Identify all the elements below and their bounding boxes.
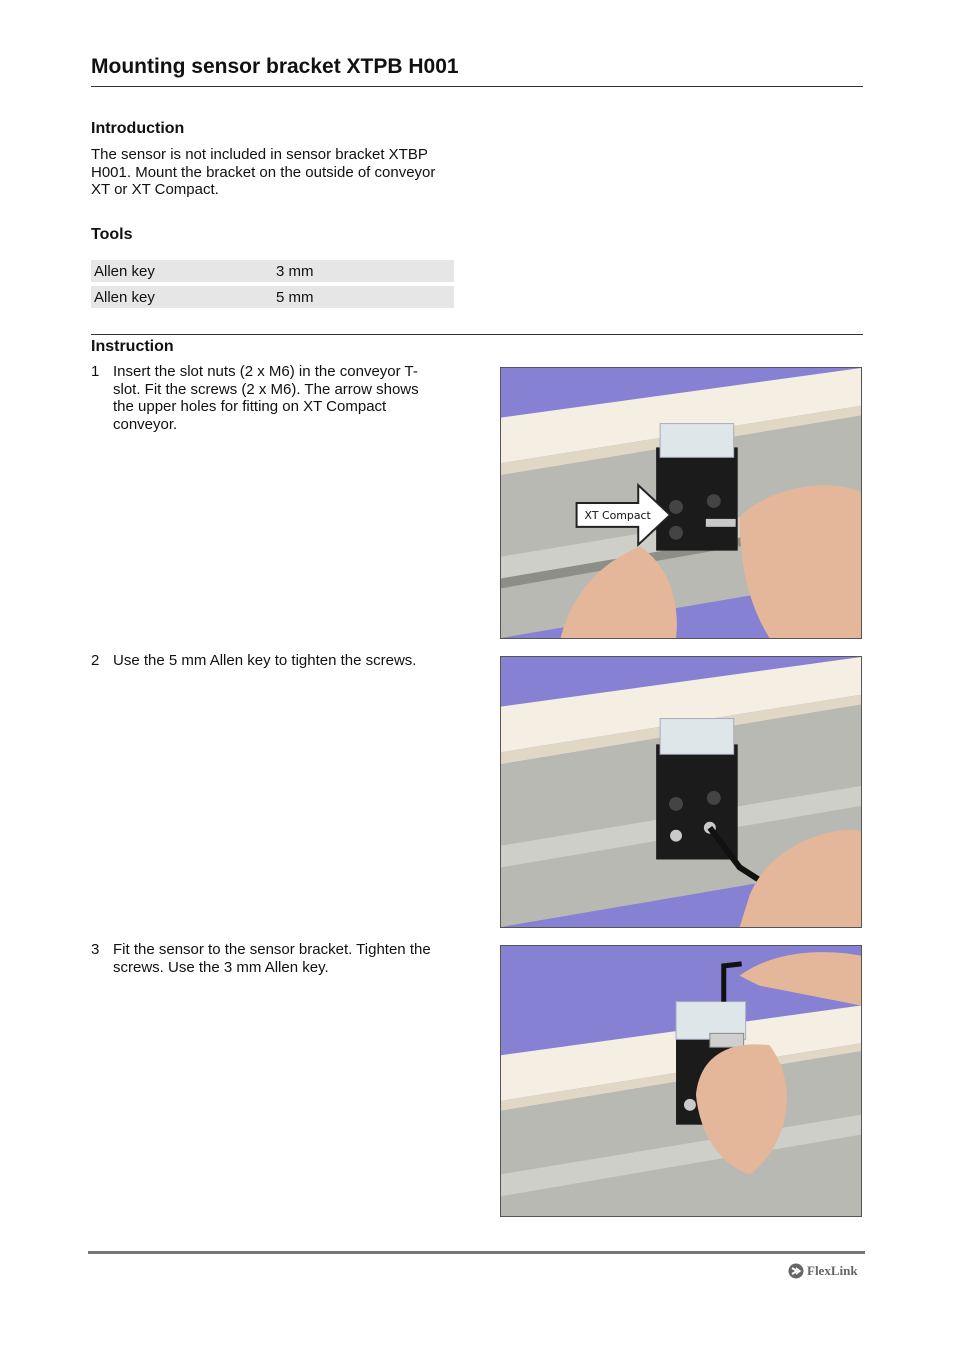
step-line: screws. Use the 3 mm Allen key. xyxy=(113,958,329,976)
step-1-photo xyxy=(500,367,862,639)
tools-table xyxy=(91,256,454,312)
flexlink-logo xyxy=(788,1263,858,1279)
table-row xyxy=(91,286,454,308)
introduction-heading: Introduction xyxy=(91,120,185,137)
step-2-photo xyxy=(500,656,862,928)
tool-size: 5 mm xyxy=(273,286,454,308)
step-line: Fit the sensor to the sensor bracket. Tighten the xyxy=(113,941,431,958)
step-line: Insert the slot nuts (2 x M6) in the conveyor T- xyxy=(113,363,418,380)
step-text xyxy=(113,941,458,976)
step-number: 3 xyxy=(91,941,100,958)
logo-text: FlexLink xyxy=(807,1263,858,1278)
step-number: 1 xyxy=(91,363,100,380)
step-line: Use the 5 mm Allen key to tighten the screws. xyxy=(113,652,417,669)
introduction-line: The sensor is not included in sensor bracket XTBP xyxy=(91,146,428,163)
xt-compact-label: XT Compact xyxy=(584,508,651,522)
step-line: the upper holes for fitting on XT Compact xyxy=(113,398,387,415)
step-text xyxy=(113,652,458,670)
introduction-text xyxy=(91,146,435,199)
introduction-line: XT or XT Compact. xyxy=(91,181,219,198)
introduction-line: H001. Mount the bracket on the outside of conveyor xyxy=(91,163,436,181)
instruction-heading: Instruction xyxy=(91,338,174,355)
instruction-divider xyxy=(91,334,863,335)
table-row xyxy=(91,260,454,282)
tool-name: Allen key xyxy=(91,260,273,282)
page-title: Mounting sensor bracket XTPB H001 xyxy=(91,55,459,78)
step-line: slot. Fit the screws (2 x M6). The arrow shows xyxy=(113,380,419,398)
step-line: conveyor. xyxy=(113,415,178,433)
tool-size: 3 mm xyxy=(273,260,454,282)
step-3-photo xyxy=(500,945,862,1217)
flexlink-logo-icon xyxy=(788,1263,804,1279)
step-text xyxy=(113,363,458,433)
step-number: 2 xyxy=(91,652,100,669)
footer-divider xyxy=(88,1251,865,1254)
title-divider xyxy=(91,86,863,87)
tool-name: Allen key xyxy=(91,286,273,308)
tools-heading: Tools xyxy=(91,226,133,243)
